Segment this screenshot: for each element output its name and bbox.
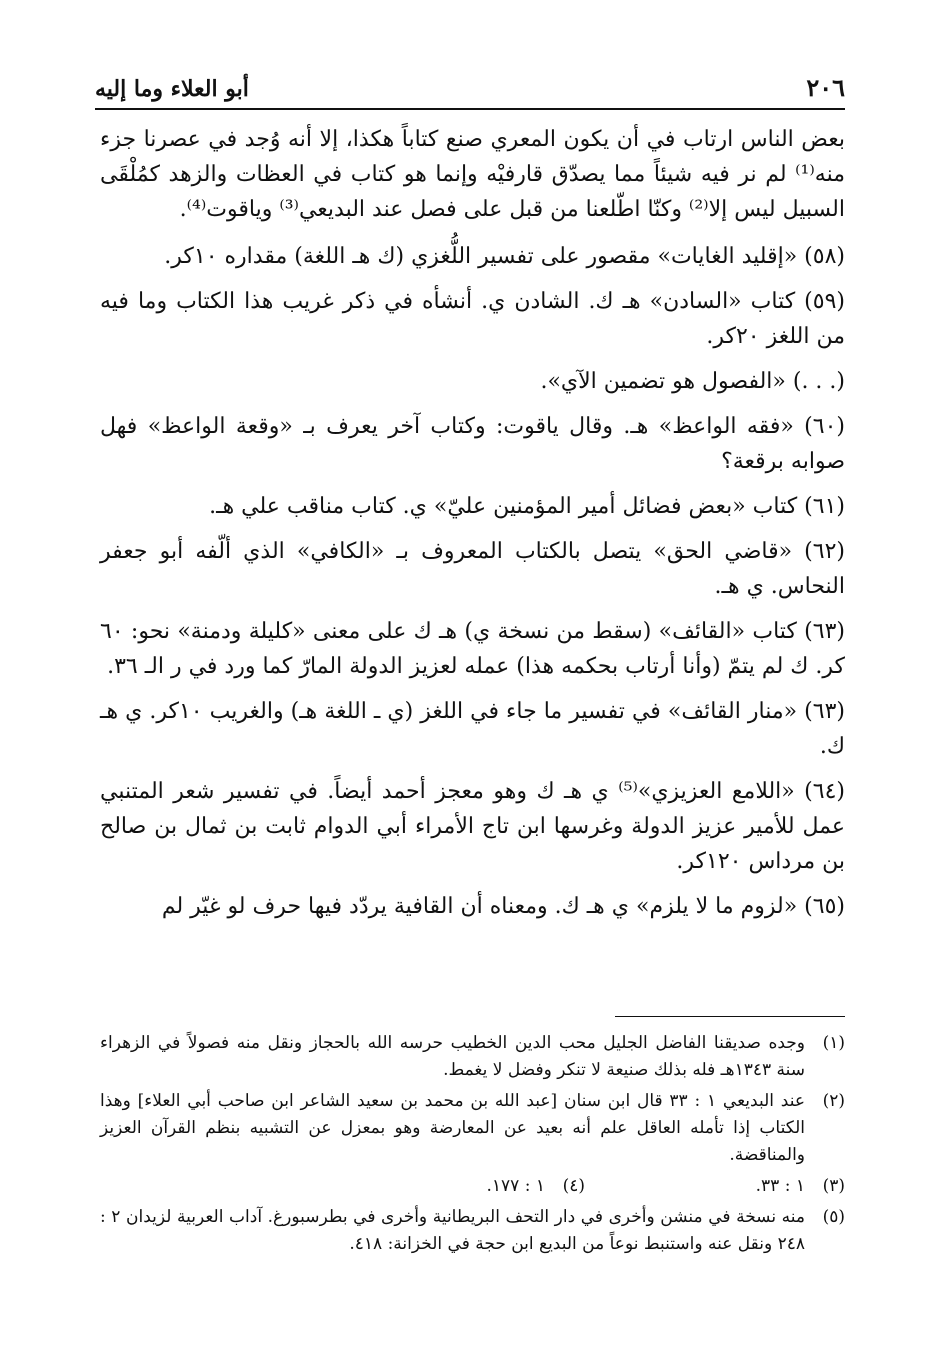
running-header [95,62,845,110]
footnote-number: (١) [822,1033,845,1053]
footnote-5 [100,1204,845,1258]
main-text [100,122,845,934]
footnote-number: (٢) [822,1091,845,1111]
entry-62: (٦٢) «قاضي الحق» يتصل بالكتاب المعروف بـ «الكافي» الذي ألّفه أبو جعفر النحاس. ي هـ. [100,539,845,599]
footnote-number: (٣) [822,1176,845,1196]
entry-65: (٦٥) «لزوم ما لا يلزم» ي هـ ك. ومعناه أن القافية يردّد فيها حرف لو غيّر لم [161,894,845,919]
entry-61: (٦١) كتاب «بعض فضائل أمير المؤمنين عليّ» ي. كتاب مناقب علي هـ. [209,494,845,519]
footnote-divider [615,1016,845,1017]
entry-58: (٥٨) «إقليد الغايات» مقصور على تفسير اللُّغزي (ك هـ اللغة) مقداره ١٠كر. [164,244,845,269]
paragraph-intro: بعض الناس ارتاب في أن يكون المعري صنع كتاباً هكذا، إلا أنه وُجد في عصرنا جزء منه⁽¹⁾ لم نر فيه شيئاً مما يصدّق قارفيْه وإنما هو كتاب في العظات والزهد كمُلْقَى السبيل ليس إلا⁽²⁾ وكنّا اطّلعنا من قبل على فصل عند البديعي⁽³⁾ وياقوت⁽⁴⁾. [100,127,845,222]
entry-fusul: (. . .) «الفصول هو تضمين الآي». [540,369,845,394]
footnote-4 [325,1173,585,1200]
footnote-2 [100,1088,845,1169]
footnote-text: منه نسخة في منشن وأخرى في دار التحف البريطانية وأخرى في بطرسبورغ. آداب العربية لزيدان ٢ : ٢٤٨ ونقل عنه واستنبط نوعاً من البديع ابن حجة في الخزانة: ٤١٨. [100,1207,805,1254]
footnote-text: وجده صديقنا الفاضل الجليل محب الدين الخطيب حرسه الله بالحجاز ونقل منه فصولاً في الزهراء سنة ١٣٤٣هـ فله بذلك صنيعة لا تنكر وفضل لا يغمط. [100,1033,805,1080]
footnotes [100,1030,845,1262]
page-number: ٢٠٦ [806,73,845,102]
footnote-number: (٥) [822,1207,845,1227]
footnote-1 [100,1030,845,1084]
footnote-text: ١ : ٣٣. [755,1176,805,1196]
footnote-number: (٤) [562,1176,585,1196]
footnote-text: ١ : ١٧٧. [486,1176,545,1196]
book-title: أبو العلاء وما إليه [95,76,249,102]
footnote-3 [585,1173,845,1200]
entry-59: (٥٩) كتاب «السادن» هـ ك. الشادن ي. أنشأه في ذكر غريب هذا الكتاب وما فيه من اللغز ٢٠كر. [100,289,845,349]
entry-64: (٦٤) «اللامع العزيزي»⁽⁵⁾ ي هـ ك وهو معجز أحمد أيضاً. في تفسير شعر المتنبي عمل للأمير عزيز الدولة وغرسها ابن تاج الأمراء أبي الدوام ثابت بن ثمال بن صالح بن مرداس ١٢٠كر. [100,779,845,874]
entry-63-manar: (٦٣) «منار القائف» في تفسير ما جاء في اللغز (ي ـ اللغة هـ) والغريب ١٠كر. ي هـ ك. [100,699,846,759]
entry-63-qaif: (٦٣) كتاب «القائف» (سقط من نسخة ي) هـ ك على معنى «كليلة ودمنة» نحو: ٦٠ كر. ك لم يتمّ (وأنا أرتاب بحكمه هذا) عمله لعزيز الدولة المارّ كما ورد في ر الـ ٣٦. [100,619,845,679]
entry-60: (٦٠) «فقه الواعظ» هـ. وقال ياقوت: وكتاب آخر يعرف بـ «وقعة الواعظ» فهل صوابه برقعة؟ [100,414,845,474]
footnote-text: عند البديعي ١ : ٣٣ قال ابن سنان [عبد الله بن محمد بن سعيد الشاعر ابن صاحب أبي العلاء] وهذا الكتاب إذا تأمله العاقل علم أنه بعيد عن المعارضة وهو بمعزل عن التشبيه بنظم القرآن العزيز والمناقضة. [100,1091,805,1165]
footnotes-3-4 [100,1173,845,1200]
